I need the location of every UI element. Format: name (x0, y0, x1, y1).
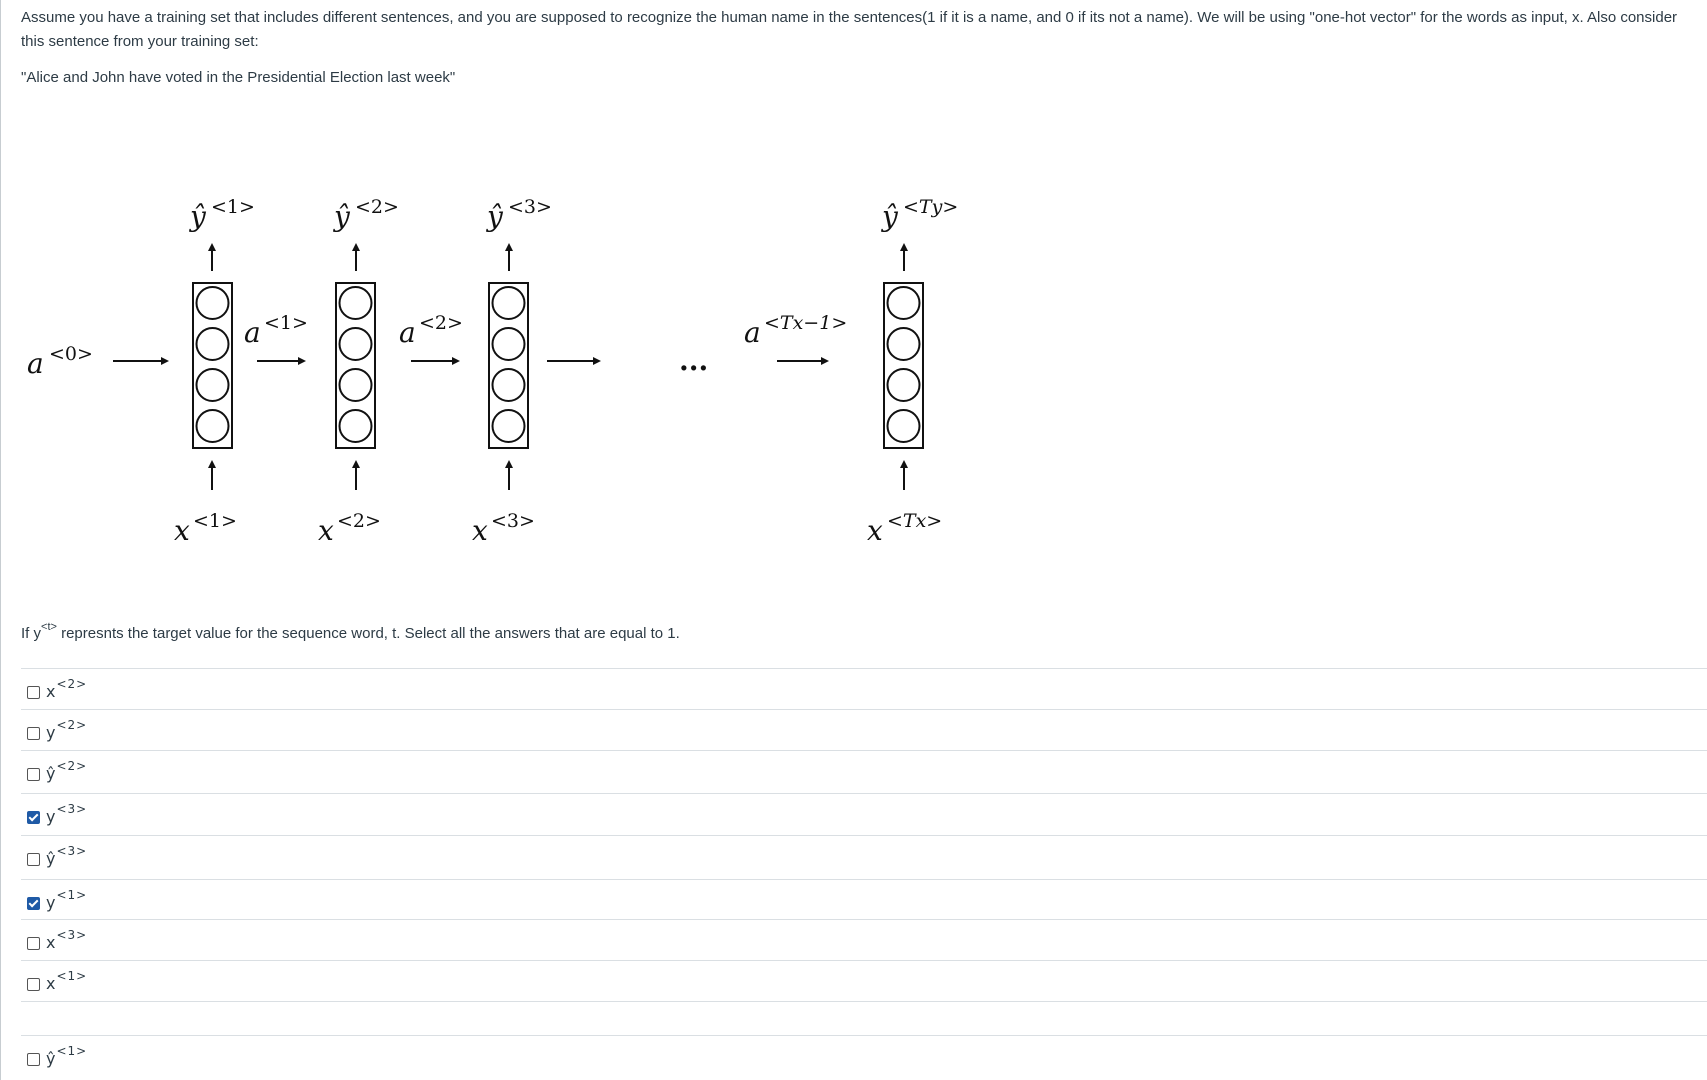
answer-label[interactable] (46, 802, 88, 829)
answer-option[interactable] (21, 709, 1707, 750)
cell1-a-base: a (244, 316, 261, 349)
answer-option-inner (27, 759, 88, 786)
answer-superscript: <1> (56, 888, 88, 902)
answer-label[interactable] (46, 677, 88, 704)
training-sentence: "Alice and John have voted in the Presidential Election last week" (21, 69, 456, 86)
answer-superscript: <2> (56, 718, 88, 732)
a0-sup: <0> (49, 343, 93, 365)
answer-option-inner (27, 802, 88, 829)
answer-symbol: x (46, 974, 56, 993)
answer-symbol: ŷ (46, 764, 56, 783)
answer-option[interactable] (21, 960, 1707, 1001)
left-border (0, 0, 1, 1080)
answer-option[interactable] (21, 793, 1707, 834)
cell3-yhat-base: ŷ (487, 200, 503, 233)
cellT-box (884, 283, 923, 448)
answer-option[interactable] (21, 919, 1707, 960)
checkbox[interactable] (27, 1053, 40, 1066)
answer-label[interactable] (46, 844, 88, 871)
cell3-x-base: x (472, 514, 488, 547)
answer-option-inner (27, 928, 88, 955)
cell2-yhat-base: ŷ (334, 200, 350, 233)
cell3-yhat-sup: <3> (508, 196, 552, 218)
answer-option-inner (27, 969, 88, 996)
rnn-cell-3 (472, 196, 599, 547)
answer-label[interactable] (46, 1044, 88, 1071)
rnn-cell-1 (174, 196, 308, 547)
checkbox[interactable] (27, 727, 40, 740)
a0-label (27, 343, 93, 380)
cell2-a-base: a (399, 316, 416, 349)
cell1-x-base: x (174, 514, 190, 547)
rnn-cell-2 (318, 196, 463, 547)
answer-superscript: <3> (56, 844, 88, 858)
answer-option[interactable] (21, 835, 1707, 876)
cell2-a-sup: <2> (419, 312, 463, 334)
cell1-yhat-sup: <1> (211, 196, 255, 218)
answer-option[interactable] (21, 750, 1707, 791)
prompt-sup: <t> (41, 621, 57, 633)
answer-label[interactable] (46, 969, 88, 996)
cellT-x-base: x (867, 514, 883, 547)
cell3-box (489, 283, 528, 448)
cell1-yhat-base: ŷ (190, 200, 206, 233)
cellT-a-sup: <Tx−1> (764, 312, 848, 334)
answer-symbol: x (46, 933, 56, 952)
answer-label[interactable] (46, 928, 88, 955)
cell1-a-sup: <1> (264, 312, 308, 334)
answer-symbol: ŷ (46, 1049, 56, 1068)
answer-option-inner (27, 844, 88, 871)
answer-label[interactable] (46, 718, 88, 745)
checkbox[interactable] (27, 768, 40, 781)
a0-base: a (27, 347, 44, 380)
checkbox-checked[interactable] (27, 811, 40, 824)
checkbox[interactable] (27, 937, 40, 950)
cellT-a-base: a (744, 316, 761, 349)
cell1-box (193, 283, 232, 448)
prompt-suffix: represnts the target value for the sequence word, t. Select all the answers that are equal to 1. (56, 625, 680, 642)
cell2-yhat-sup: <2> (355, 196, 399, 218)
answer-superscript: <3> (56, 802, 88, 816)
cellT-yhat-base: ŷ (882, 200, 898, 233)
answer-option-inner (27, 677, 88, 704)
answer-option[interactable] (21, 668, 1707, 709)
answer-symbol: x (46, 682, 56, 701)
cell3-x-sup: <3> (491, 510, 535, 532)
answer-option-inner (27, 1044, 88, 1071)
cellT-x-sup: <Tx> (887, 510, 943, 532)
rnn-diagram-svg (21, 0, 1021, 560)
question-intro: Assume you have a training set that includes different sentences, and you are supposed to recognize the human name in the sentences(1 if it is a name, and 0 if its not a name). We will be using "one-hot vector" for the words as input, x. Also consider this sentence from your training set: (21, 9, 1678, 50)
cellT-yhat-sup: <Ty> (903, 196, 959, 218)
answer-symbol: ŷ (46, 849, 56, 868)
answer-label[interactable] (46, 759, 88, 786)
cell1-x-sup: <1> (193, 510, 237, 532)
answer-superscript: <2> (56, 677, 88, 691)
answer-option-inner (27, 718, 88, 745)
checkbox[interactable] (27, 853, 40, 866)
answer-symbol: y (46, 723, 56, 742)
checkbox[interactable] (27, 686, 40, 699)
checkbox[interactable] (27, 978, 40, 991)
cell2-x-sup: <2> (337, 510, 381, 532)
checkbox-checked[interactable] (27, 897, 40, 910)
answer-symbol: y (46, 893, 56, 912)
prompt-prefix: If y (21, 625, 42, 642)
answer-option-inner (27, 888, 88, 915)
question-prompt (21, 617, 680, 646)
answer-separator (21, 1001, 1707, 1035)
answer-superscript: <2> (56, 759, 88, 773)
rnn-cell-last (744, 196, 958, 547)
cell2-box (336, 283, 375, 448)
answer-superscript: <1> (56, 1044, 88, 1058)
ellipsis: ... (679, 344, 709, 377)
answer-symbol: y (46, 807, 56, 826)
answer-option[interactable] (21, 879, 1707, 920)
cell2-x-base: x (318, 514, 334, 547)
answer-label[interactable] (46, 888, 88, 915)
answer-superscript: <1> (56, 969, 88, 983)
answer-superscript: <3> (56, 928, 88, 942)
answer-option[interactable] (21, 1035, 1707, 1076)
